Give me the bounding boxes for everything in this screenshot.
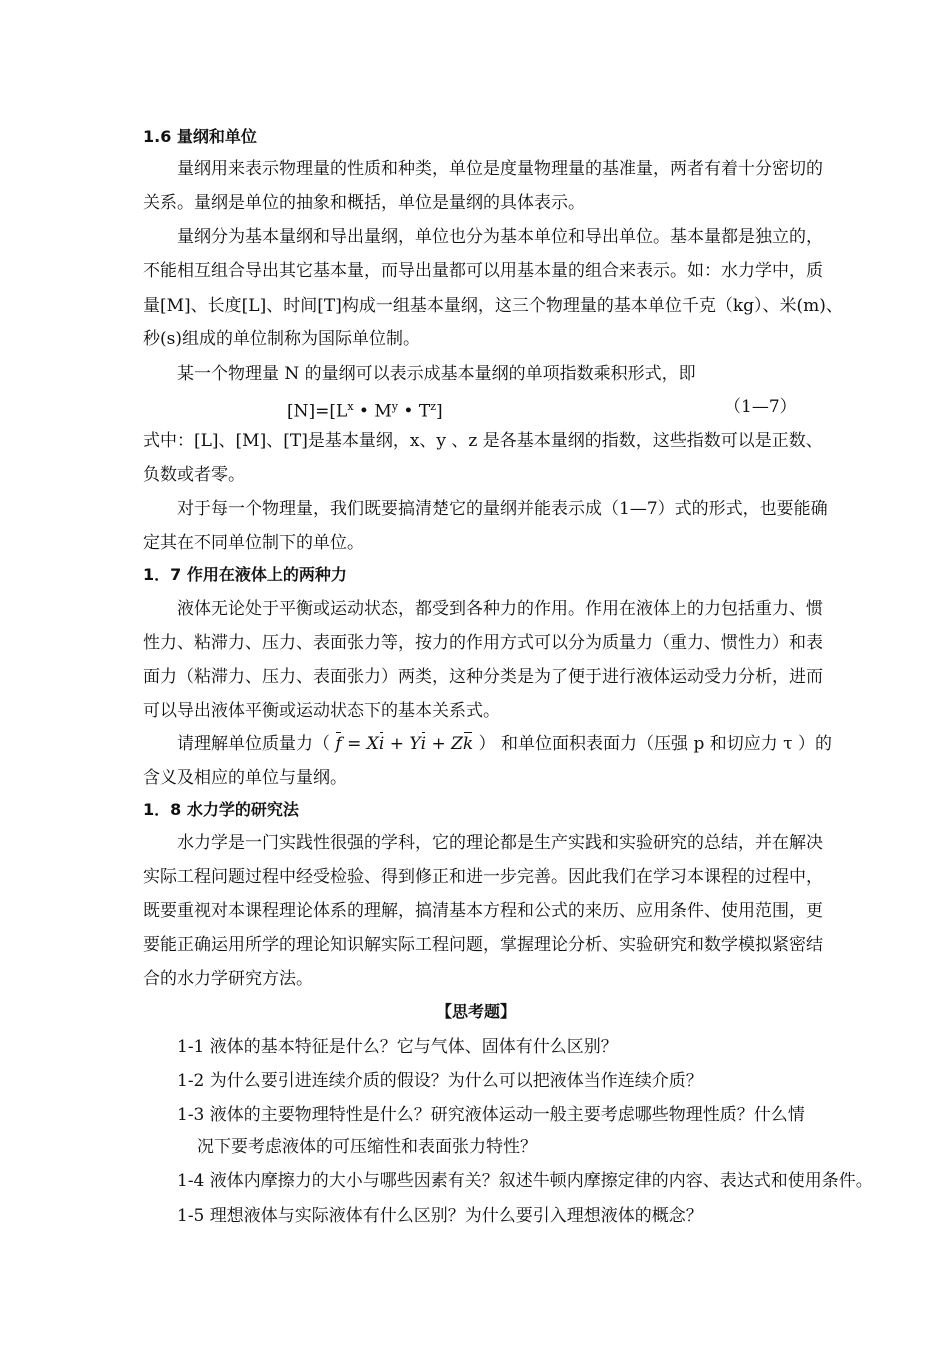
- question-item: 1-1 液体的基本特征是什么？它与气体、固体有什么区别？: [177, 1037, 618, 1057]
- formula-symbol: +: [426, 734, 452, 754]
- question-item: 1-3 液体的主要物理特性是什么？研究液体运动一般主要考虑哪些物理性质？什么情: [177, 1105, 805, 1125]
- formula-part: [N]=[L: [287, 401, 348, 422]
- formula-symbol: k: [462, 734, 474, 754]
- paragraph-line: 某一个物理量 N 的量纲可以表示成基本量纲的单项指数乘积形式，即: [177, 364, 696, 384]
- paragraph-line: 量[M]、长度[L]、时间[T]构成一组基本量纲，这三个物理量的基本单位千克（kg）、米(m)、: [143, 296, 843, 316]
- paragraph-line: 关系。量纲是单位的抽象和概括，单位是量纲的具体表示。: [143, 193, 585, 213]
- mass-force-formula: [335, 734, 478, 754]
- question-item: 1-2 为什么要引进连续介质的假设？为什么可以把液体当作连续介质？: [177, 1071, 703, 1091]
- paragraph-line: 可以导出液体平衡或运动状态下的基本关系式。: [143, 701, 500, 721]
- question-item: 1-4 液体内摩擦力的大小与哪些因素有关？叙述牛顿内摩擦定律的内容、表达式和使用条件。: [177, 1171, 873, 1191]
- formula-symbol: f: [335, 734, 342, 754]
- paragraph-line: 实际工程问题过程中经受检验、得到修正和进一步完善。因此我们在学习本课程的过程中，: [143, 867, 823, 887]
- formula-exponent: x: [347, 400, 354, 413]
- section-heading-1-7: 1．7 作用在液体上的两种力: [143, 565, 347, 584]
- paragraph-line: 液体无论处于平衡或运动状态，都受到各种力的作用。作用在液体上的力包括重力、惯: [177, 599, 823, 619]
- formula-part: • M: [353, 401, 392, 422]
- formula-part: ]: [435, 401, 443, 422]
- paragraph-line: 性力、粘滞力、压力、表面张力等，按力的作用方式可以分为质量力（重力、惯性力）和表: [143, 633, 823, 653]
- formula-symbol: +: [384, 734, 410, 754]
- paragraph-line: 量纲用来表示物理量的性质和种类，单位是度量物理量的基准量，两者有着十分密切的: [177, 159, 823, 179]
- question-item-continuation: 况下要考虑液体的可压缩性和表面张力特性？: [197, 1137, 537, 1157]
- formula-symbol: Y: [409, 734, 421, 754]
- text-part: ） 和单位面积表面力（压强 p 和切应力 τ ）的: [478, 734, 832, 754]
- paragraph-line: 合的水力学研究方法。: [143, 969, 313, 989]
- section-heading-1-8: 1．8 水力学的研究法: [143, 800, 299, 819]
- paragraph-line: 秒(s)组成的单位制称为国际单位制。: [143, 329, 420, 349]
- paragraph-line: 对于每一个物理量，我们既要搞清楚它的量纲并能表示成（1—7）式的形式，也要能确: [177, 499, 828, 519]
- formula-symbol: Z: [451, 734, 463, 754]
- equation-number: （1—7）: [724, 397, 797, 417]
- paragraph-line: 量纲分为基本量纲和导出量纲，单位也分为基本单位和导出单位。基本量都是独立的，: [177, 227, 823, 247]
- dimension-formula: [287, 396, 443, 423]
- formula-symbol: =: [341, 734, 367, 754]
- paragraph-line: 负数或者零。: [143, 465, 245, 485]
- formula-symbol: i: [378, 734, 385, 754]
- paragraph-line: 不能相互组合导出其它基本量，而导出量都可以用基本量的组合来表示。如：水力学中，质: [143, 261, 823, 281]
- paragraph-line: 要能正确运用所学的理论知识解实际工程问题，掌握理论分析、实验研究和数学模拟紧密结: [143, 935, 823, 955]
- paragraph-line: 含义及相应的单位与量纲。: [143, 768, 347, 788]
- text-part: 请理解单位质量力（: [177, 734, 330, 754]
- paragraph-line: 定其在不同单位制下的单位。: [143, 533, 364, 553]
- question-item: 1-5 理想液体与实际液体有什么区别？为什么要引入理想液体的概念？: [177, 1206, 703, 1226]
- formula-symbol: X: [366, 734, 379, 754]
- formula-exponent: y: [391, 400, 398, 413]
- questions-title: 【思考题】: [435, 1002, 516, 1021]
- paragraph-line-with-formula: [177, 733, 832, 755]
- formula-exponent: z: [430, 400, 436, 413]
- formula-part: • T: [398, 401, 431, 422]
- paragraph-line: 式中：[L]、[M]、[T]是基本量纲，x、y 、z 是各基本量纲的指数，这些指数可以是正数、: [143, 431, 823, 451]
- section-heading-1-6: 1.6 量纲和单位: [143, 127, 257, 146]
- formula-symbol: i: [420, 734, 427, 754]
- paragraph-line: 水力学是一门实践性很强的学科，它的理论都是生产实践和实验研究的总结，并在解决: [177, 833, 823, 853]
- paragraph-line: 既要重视对本课程理论体系的理解，搞清基本方程和公式的来历、应用条件、使用范围，更: [143, 901, 823, 921]
- paragraph-line: 面力（粘滞力、压力、表面张力）两类，这种分类是为了便于进行液体运动受力分析，进而: [143, 667, 823, 687]
